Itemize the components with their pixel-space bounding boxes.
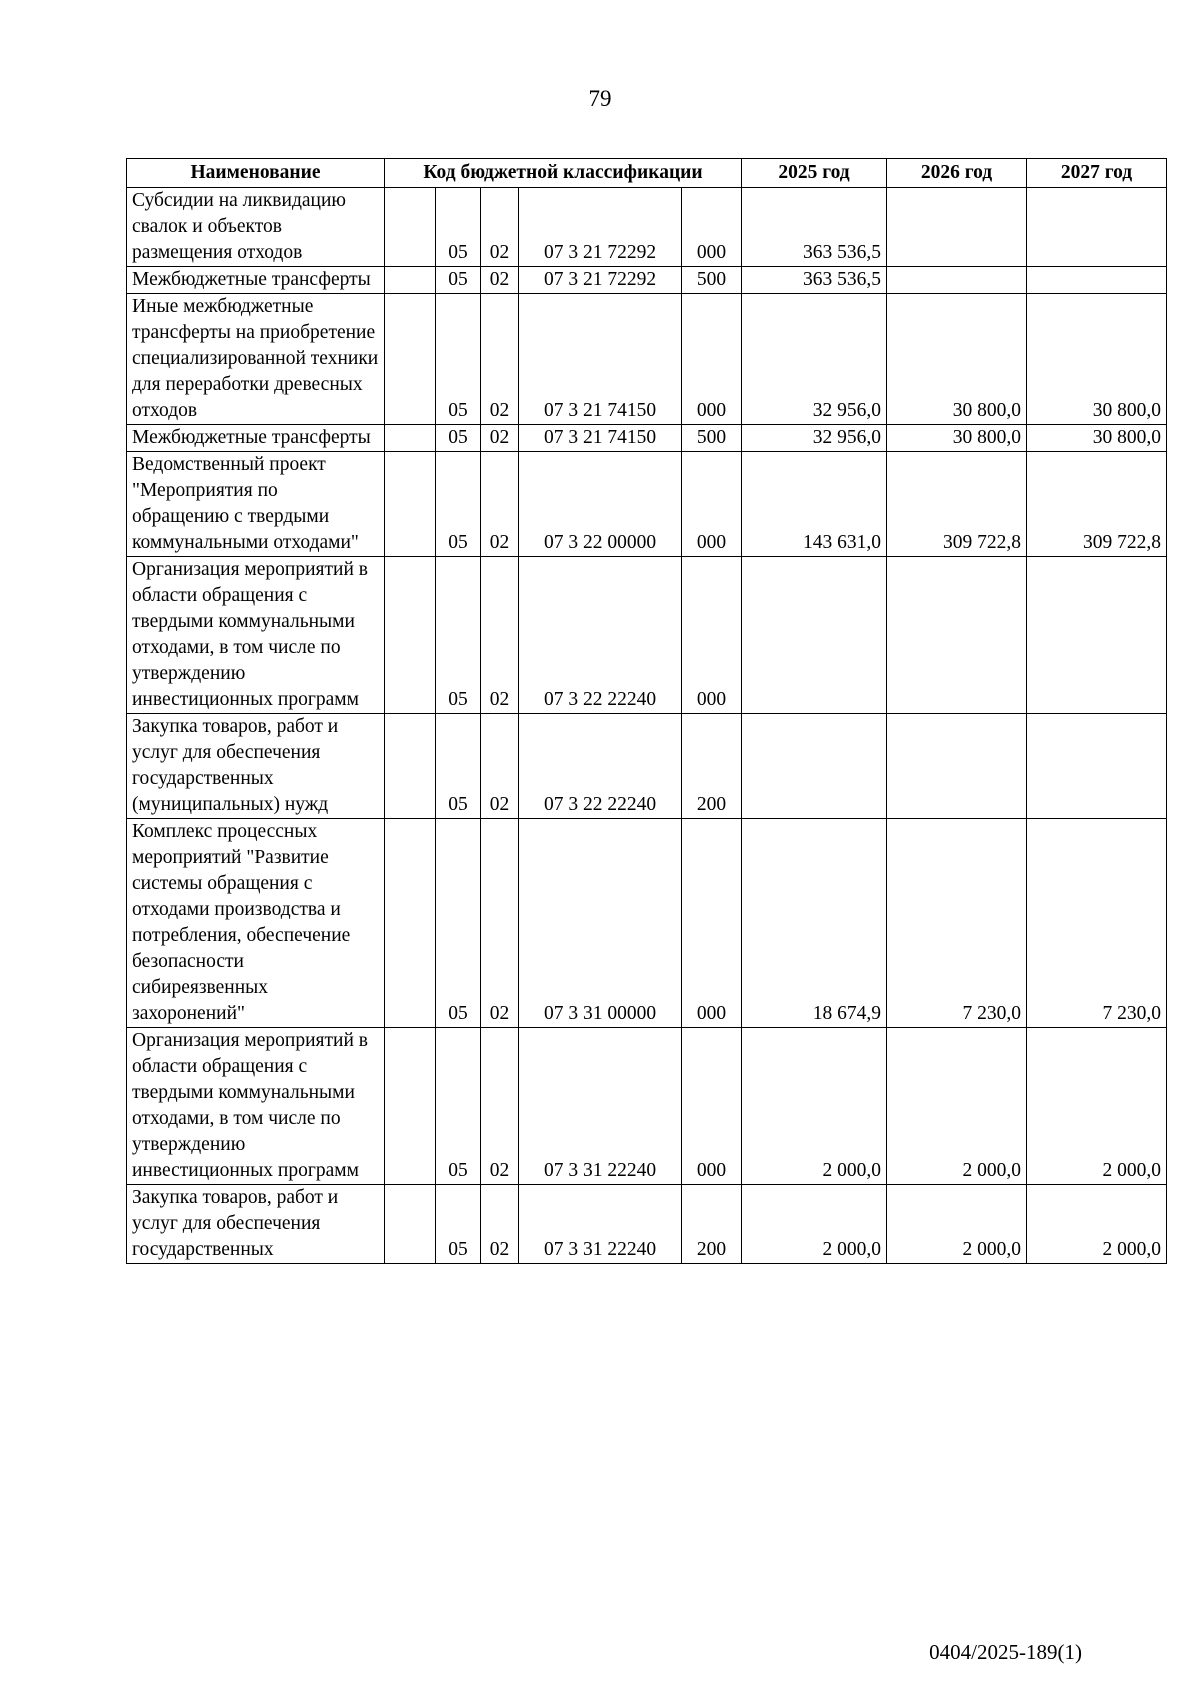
cell-2027 [1027,188,1167,267]
cell-target-article: 07 3 31 22240 [519,1028,682,1185]
cell-name: Закупка товаров, работ и услуг для обеспечения государственных (муниципальных) нужд [127,714,385,819]
cell-code-blank [385,267,436,294]
cell-2026: 7 230,0 [887,819,1027,1028]
page-number: 79 [588,86,612,111]
cell-expense-type: 200 [682,1185,742,1264]
cell-2027: 30 800,0 [1027,425,1167,452]
cell-2026 [887,267,1027,294]
cell-subsection: 02 [481,557,519,714]
cell-name: Иные межбюджетные трансферты на приобретение специализированной техники для переработки древесных отходов [127,294,385,425]
cell-code-blank [385,425,436,452]
cell-2027 [1027,714,1167,819]
cell-section: 05 [436,557,481,714]
cell-name: Межбюджетные трансферты [127,425,385,452]
table-row [127,452,1167,557]
cell-target-article: 07 3 22 22240 [519,557,682,714]
cell-section: 05 [436,267,481,294]
cell-expense-type: 000 [682,452,742,557]
table-row [127,294,1167,425]
header-2025: 2025 год [742,159,887,188]
table-row [127,188,1167,267]
cell-target-article: 07 3 31 00000 [519,819,682,1028]
cell-target-article: 07 3 22 22240 [519,714,682,819]
cell-name: Комплекс процессных мероприятий "Развитие системы обращения с отходами производства и потребления, обеспечение безопасности сибиреязвенных захоронений" [127,819,385,1028]
cell-code-blank [385,452,436,557]
table-row [127,425,1167,452]
header-2027: 2027 год [1027,159,1167,188]
cell-2026: 309 722,8 [887,452,1027,557]
cell-2025: 18 674,9 [742,819,887,1028]
header-name: Наименование [127,159,385,188]
cell-expense-type: 000 [682,1028,742,1185]
cell-2026 [887,188,1027,267]
cell-section: 05 [436,1185,481,1264]
cell-2027: 2 000,0 [1027,1028,1167,1185]
table-row [127,1185,1167,1264]
cell-2026: 2 000,0 [887,1028,1027,1185]
cell-name: Организация мероприятий в области обращения с твердыми коммунальными отходами, в том числе по утверждению инвестиционных программ [127,1028,385,1185]
cell-2027 [1027,557,1167,714]
cell-subsection: 02 [481,819,519,1028]
cell-name: Закупка товаров, работ и услуг для обеспечения государственных [127,1185,385,1264]
cell-2027: 2 000,0 [1027,1185,1167,1264]
cell-2026: 2 000,0 [887,1185,1027,1264]
cell-subsection: 02 [481,1185,519,1264]
cell-2027: 7 230,0 [1027,819,1167,1028]
cell-2025: 143 631,0 [742,452,887,557]
cell-subsection: 02 [481,1028,519,1185]
cell-expense-type: 000 [682,188,742,267]
cell-expense-type: 200 [682,714,742,819]
cell-section: 05 [436,714,481,819]
header-code: Код бюджетной классификации [385,159,742,188]
cell-target-article: 07 3 21 72292 [519,188,682,267]
cell-2025: 363 536,5 [742,267,887,294]
cell-section: 05 [436,452,481,557]
cell-section: 05 [436,1028,481,1185]
cell-subsection: 02 [481,452,519,557]
cell-subsection: 02 [481,294,519,425]
cell-code-blank [385,1028,436,1185]
cell-name: Межбюджетные трансферты [127,267,385,294]
cell-expense-type: 000 [682,819,742,1028]
cell-2025: 363 536,5 [742,188,887,267]
cell-2025: 2 000,0 [742,1028,887,1185]
cell-2026 [887,557,1027,714]
cell-code-blank [385,557,436,714]
cell-2026: 30 800,0 [887,425,1027,452]
cell-name: Ведомственный проект "Мероприятия по обращению с твердыми коммунальными отходами" [127,452,385,557]
cell-2025: 32 956,0 [742,294,887,425]
cell-2025: 2 000,0 [742,1185,887,1264]
cell-code-blank [385,819,436,1028]
cell-section: 05 [436,294,481,425]
cell-name: Субсидии на ликвидацию свалок и объектов размещения отходов [127,188,385,267]
cell-subsection: 02 [481,425,519,452]
cell-section: 05 [436,188,481,267]
cell-expense-type: 500 [682,425,742,452]
cell-name: Организация мероприятий в области обращения с твердыми коммунальными отходами, в том числе по утверждению инвестиционных программ [127,557,385,714]
cell-expense-type: 000 [682,557,742,714]
cell-subsection: 02 [481,188,519,267]
table-row [127,267,1167,294]
cell-2026 [887,714,1027,819]
cell-subsection: 02 [481,714,519,819]
cell-code-blank [385,294,436,425]
cell-section: 05 [436,425,481,452]
cell-2026: 30 800,0 [887,294,1027,425]
cell-target-article: 07 3 21 72292 [519,267,682,294]
cell-2027 [1027,267,1167,294]
cell-target-article: 07 3 22 00000 [519,452,682,557]
cell-2027: 30 800,0 [1027,294,1167,425]
cell-2027: 309 722,8 [1027,452,1167,557]
cell-expense-type: 000 [682,294,742,425]
document-code: 0404/2025-189(1) [929,1640,1082,1664]
cell-2025 [742,714,887,819]
cell-2025: 32 956,0 [742,425,887,452]
cell-target-article: 07 3 31 22240 [519,1185,682,1264]
header-row [127,159,1167,188]
header-2026: 2026 год [887,159,1027,188]
cell-code-blank [385,714,436,819]
table-row [127,1028,1167,1185]
cell-subsection: 02 [481,267,519,294]
budget-table [126,158,1167,1264]
cell-code-blank [385,1185,436,1264]
cell-expense-type: 500 [682,267,742,294]
cell-2025 [742,557,887,714]
table-row [127,714,1167,819]
cell-target-article: 07 3 21 74150 [519,294,682,425]
cell-target-article: 07 3 21 74150 [519,425,682,452]
table-row [127,557,1167,714]
cell-code-blank [385,188,436,267]
table-body [127,188,1167,1264]
table-row [127,819,1167,1028]
cell-section: 05 [436,819,481,1028]
